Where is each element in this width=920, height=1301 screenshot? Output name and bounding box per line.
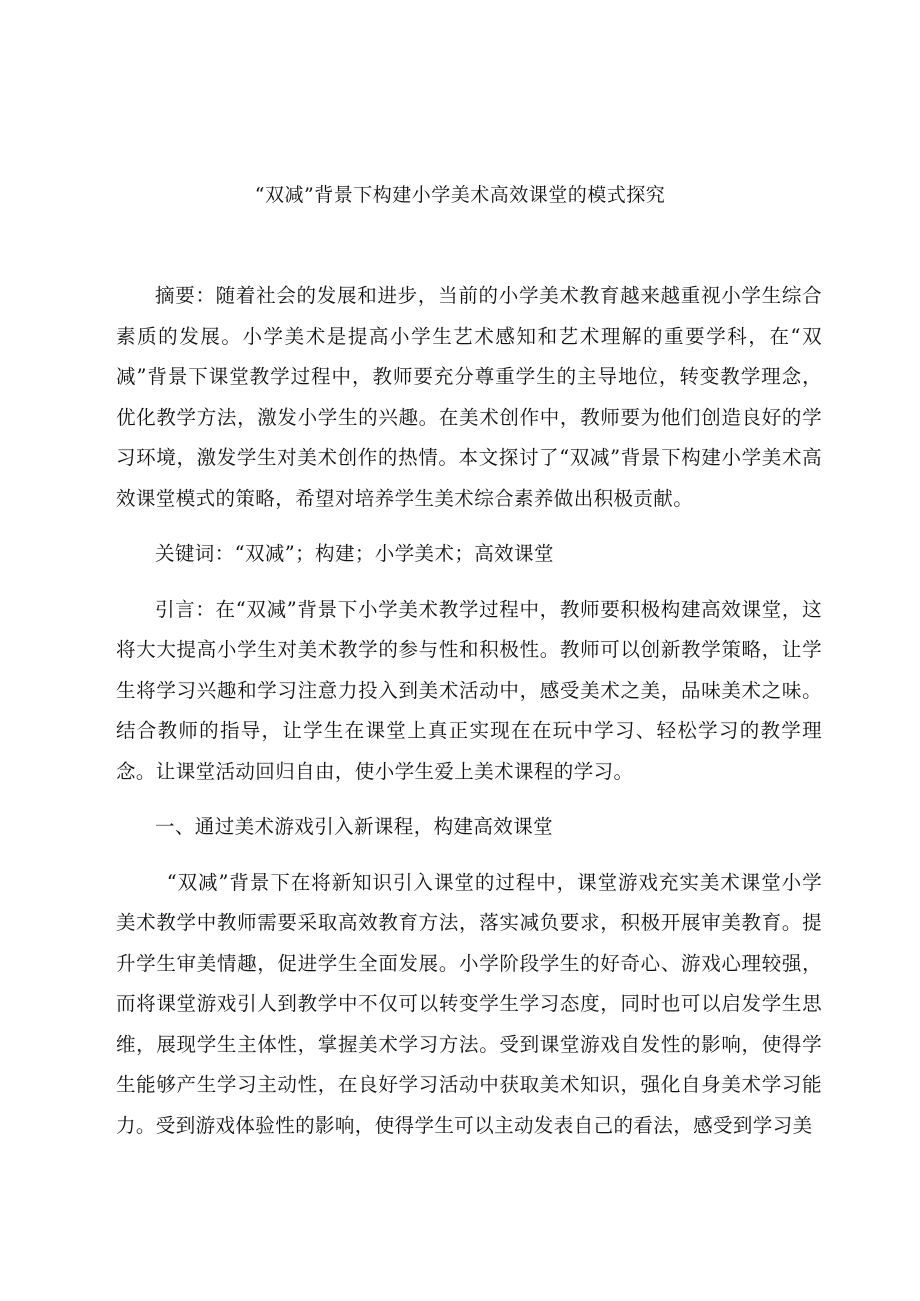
document-title: “双减”背景下构建小学美术高效课堂的模式探究 [254,184,666,206]
abstract-paragraph: 摘要：随着社会的发展和进步，当前的小学美术教育越来越重视小学生综合素质的发展。小学美术是提高小学生艺术感知和艺术理解的重要学科，在“双减”背景下课堂教学过程中，教师要充分尊重学生的主导地位，转变教学理念，优化教学方法，激发小学生的兴趣。在美术创作中，教师要为他们创造良好的学习环境，激发学生对美术创作的热情。本文探讨了“双减”背景下构建小学美术高效课堂模式的策略，希望对培养学生美术综合素养做出积极贡献。 [116,284,822,510]
introduction-paragraph: 引言：在“双减”背景下小学美术教学过程中，教师要积极构建高效课堂，这将大大提高小学生对美术教学的参与性和积极性。教师可以创新教学策略，让学生将学习兴趣和学习注意力投入到美术活动中，感受美术之美，品味美术之味。结合教师的指导，让学生在课堂上真正实现在在玩中学习、轻松学习的教学理念。让课堂活动回归自由，使小学生爱上美术课程的学习。 [116,597,822,783]
section-1-heading: 一、通过美术游戏引入新课程，构建高效课堂 [155,815,554,838]
section-1-paragraph: “双减”背景下在将新知识引入课堂的过程中，课堂游戏充实美术课堂小学美术教学中教师需要采取高效教育方法，落实减负要求，积极开展审美教育。提升学生审美情趣，促进学生全面发展。小学阶段学生的好奇心、游戏心理较强，而将课堂游戏引人到教学中不仅可以转变学生学习态度，同时也可以启发学生思维，展现学生主体性，掌握美术学习方法。受到课堂游戏自发性的影响，使得学生能够产生学习主动性，在良好学习活动中获取美术知识，强化自身美术学习能力。受到游戏体验性的影响，使得学生可以主动发表自己的看法，感受到学习美 [116,870,822,1137]
document-body [116,276,822,1146]
keywords-line: 关键词：“双减”；构建；小学美术；高效课堂 [155,542,554,565]
